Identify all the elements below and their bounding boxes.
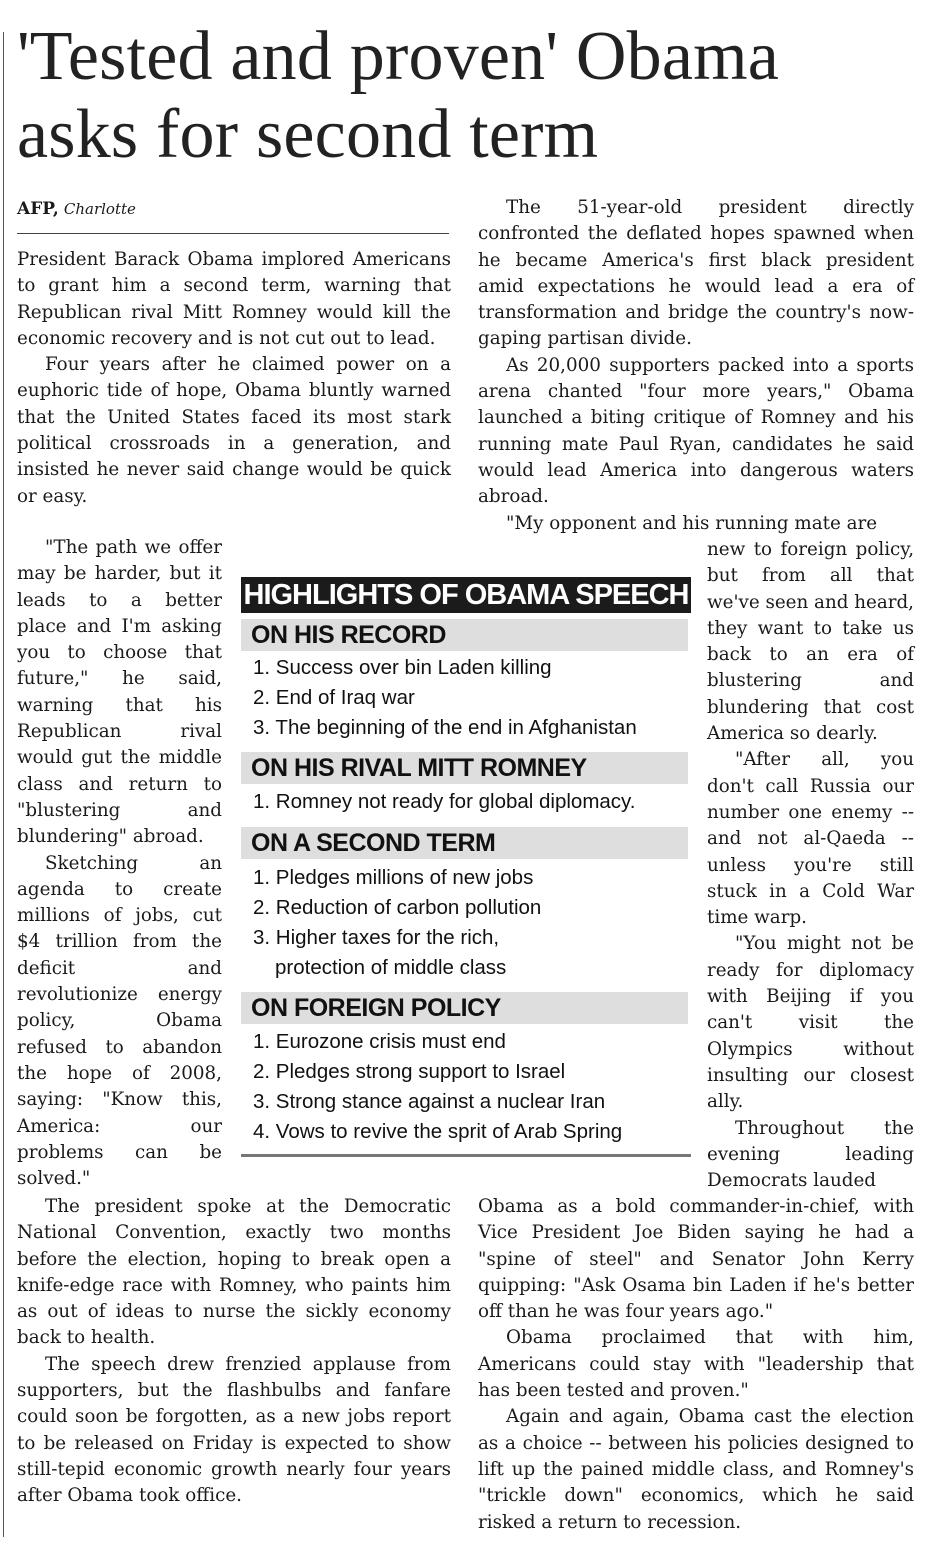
byline	[17, 199, 136, 219]
column-rule	[3, 32, 4, 1537]
paragraph: President Barack Obama implored Americans to grant him a second term, warning that Republican rival Mitt Romney would kill the economic recovery and is not cut out to lead.	[17, 249, 451, 349]
section-items-foreign-policy	[253, 1027, 683, 1147]
paragraph: Obama as a bold commander-in-chief, with Vice President Joe Biden saying he had a "spine of steel" and Senator John Kerry quipping: "Ask Osama bin Laden if he's better off than he was four years ago."	[478, 1196, 914, 1323]
paragraph: "After all, you don't call Russia our number one enemy -- and not al-Qaeda -- unless you're still stuck in a Cold War time warp.	[707, 749, 914, 929]
section-heading-second-term: ON A SECOND TERM	[241, 827, 688, 859]
section-heading-rival: ON HIS RIVAL MITT ROMNEY	[241, 752, 688, 784]
paragraph: Four years after he claimed power on a euphoric tide of hope, Obama bluntly warned that the United States faced its most stark political crossroads in a generation, and insisted he never said change would be quick or easy.	[17, 354, 451, 507]
list-item: 1. Romney not ready for global diplomacy.	[253, 790, 636, 813]
highlights-box	[241, 577, 691, 1159]
paragraph: The speech drew frenzied applause from supporters, but the flashbulbs and fanfare could soon be forgotten, as a new jobs report to be released on Friday is expected to show still-tepid economic growth nearly four years after Obama took office.	[17, 1353, 451, 1507]
byline-rule	[17, 233, 449, 234]
paragraph: Throughout the evening leading Democrats lauded	[707, 1117, 914, 1192]
article-column-bottom-right	[478, 1194, 914, 1536]
byline-place: Charlotte	[63, 200, 136, 218]
list-item: 3. Higher taxes for the rich,	[253, 926, 500, 949]
list-item: 1. Success over bin Laden killing	[253, 656, 552, 679]
article-column-side-left	[17, 535, 222, 1192]
paragraph: "My opponent and his running mate are	[506, 512, 878, 534]
paragraph: As 20,000 supporters packed into a sports arena chanted "four more years," Obama launched a biting critique of Romney and his running mate Paul Ryan, candidates he said would lead America into dangerous waters abroad.	[478, 354, 914, 508]
section-heading-foreign-policy: ON FOREIGN POLICY	[241, 992, 688, 1024]
article-column-top-left	[17, 247, 451, 510]
highlights-title: HIGHLIGHTS OF OBAMA SPEECH	[241, 577, 691, 613]
list-item: 4. Vows to revive the sprit of Arab Spring	[253, 1120, 623, 1143]
list-item: 3. The beginning of the end in Afghanistan	[253, 716, 637, 739]
section-items-second-term	[253, 863, 683, 983]
article-column-bottom-left	[17, 1194, 451, 1510]
paragraph: The president spoke at the Democratic National Convention, exactly two months before the election, hoping to break open a knife-edge race with Romney, who paints him as out of ideas to nurse the sickly economy back to health.	[17, 1196, 451, 1349]
paragraph: Again and again, Obama cast the election as a choice -- between his policies designed to lift up the pained middle class, and Romney's "trickle down" economics, which he said risked a return to recession.	[478, 1406, 914, 1533]
byline-agency: AFP,	[17, 199, 59, 219]
paragraph: The 51-year-old president directly confronted the deflated hopes spawned when he became America's first black president amid expectations he would lead a era of transformation and bridge the country's now-gaping partisan divide.	[478, 197, 914, 350]
headline: 'Tested and proven' Obama asks for second term	[17, 18, 780, 173]
list-item: 2. Pledges strong support to Israel	[253, 1060, 566, 1083]
list-item: 1. Pledges millions of new jobs	[253, 866, 534, 889]
paragraph: new to foreign policy, but from all that we've seen and heard, they want to take us back to an era of blustering and blundering that cost America so dearly.	[707, 539, 914, 745]
article-column-side-right	[707, 537, 914, 1194]
list-item: protection of middle class	[275, 956, 507, 979]
section-items-rival	[253, 787, 683, 817]
paragraph: "You might not be ready for diplomacy with Beijing if you can't visit the Olympics without insulting our closest ally.	[707, 933, 914, 1113]
paragraph: "The path we offer may be harder, but it leads to a better place and I'm asking you to choose that future," he said, warning that his Republican rival would gut the middle class and return to "blustering and blundering" abroad.	[17, 537, 222, 848]
list-item: 3. Strong stance against a nuclear Iran	[253, 1090, 606, 1113]
paragraph: Obama proclaimed that with him, Americans could stay with "leadership that has been tested and proven."	[478, 1327, 914, 1402]
highlights-bottom-rule	[241, 1154, 691, 1157]
section-items-record	[253, 653, 683, 743]
paragraph: Sketching an agenda to create millions of jobs, cut $4 trillion from the deficit and revolutionize energy policy, Obama refused to abandon the hope of 2008, saying: "Know this, America: our problems can be solved."	[17, 852, 222, 1190]
list-item: 1. Eurozone crisis must end	[253, 1030, 506, 1053]
list-item: 2. End of Iraq war	[253, 686, 415, 709]
list-item: 2. Reduction of carbon pollution	[253, 896, 542, 919]
article-column-top-right	[478, 195, 914, 537]
section-heading-record: ON HIS RECORD	[241, 619, 688, 651]
